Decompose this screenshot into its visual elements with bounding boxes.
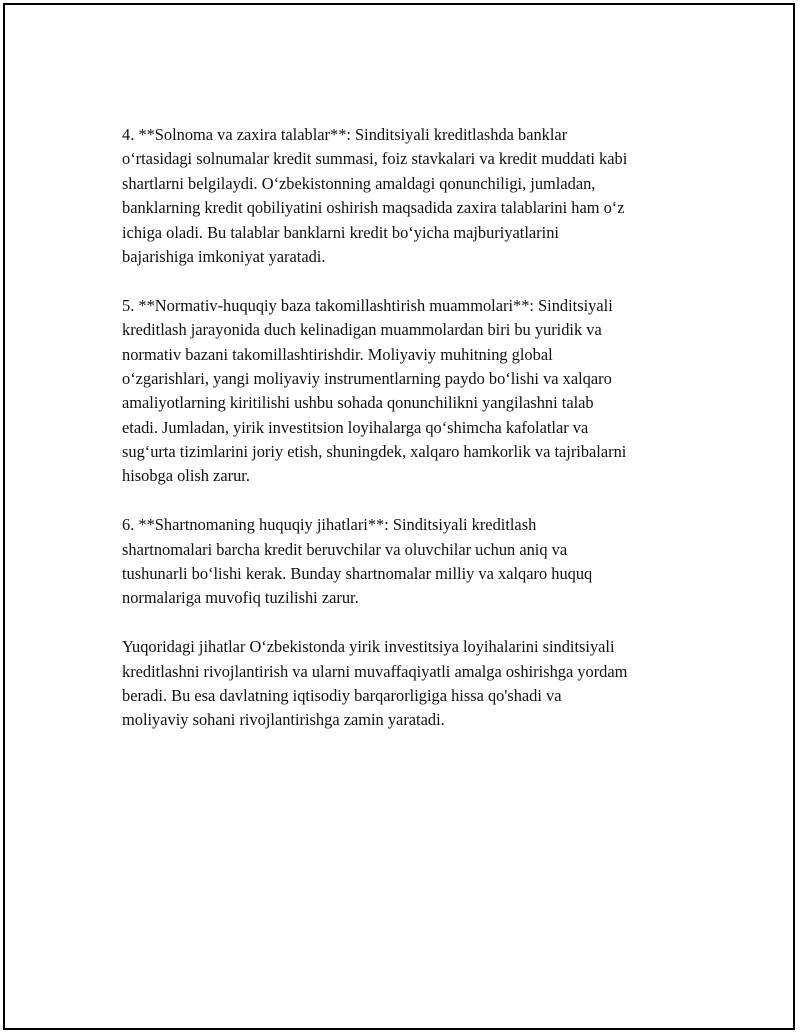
text-line: hisobga olish zarur. (122, 466, 250, 486)
document-page (3, 3, 795, 1030)
text-line: normativ bazani takomillashtirishdir. Moliyaviy muhitning global (122, 344, 553, 364)
text-line: tushunarli bo‘lishi kerak. Bunday shartnomalar milliy va xalqaro huquq (122, 564, 593, 584)
text-line: 4. **Solnoma va zaxira talablar**: Sinditsiyali kreditlashda banklar (122, 125, 568, 144)
text-line: shartnomalari barcha kredit beruvchilar va oluvchilar uchun aniq va (122, 539, 568, 559)
text-line: shartlarni belgilaydi. O‘zbekistonning amaldagi qonunchiligi, jumladan, (122, 173, 596, 193)
text-line: normalariga muvofiq tuzilishi zarur. (122, 588, 359, 608)
text-line: banklarning kredit qobiliyatini oshirish maqsadida zaxira talablarini ham o‘z (122, 198, 625, 218)
paragraph-normativ (122, 294, 702, 489)
text-line: o‘rtasidagi solnumalar kredit summasi, foiz stavkalari va kredit muddati kabi (122, 149, 628, 169)
text-line: etadi. Jumladan, yirik investitsion loyihalarga qo‘shimcha kafolatlar va (122, 417, 589, 437)
text-line: moliyaviy sohani rivojlantirishga zamin yaratadi. (122, 710, 445, 730)
text-line: bajarishiga imkoniyat yaratadi. (122, 246, 326, 266)
text-line: kreditlash jarayonida duch kelinadigan muammolardan biri bu yuridik va (122, 320, 602, 340)
text-line: beradi. Bu esa davlatning iqtisodiy barqarorligiga hissa qo'shadi va (122, 685, 562, 705)
text-line: 5. **Normativ-huquqiy baza takomillashtirish muammolari**: Sinditsiyali (122, 295, 613, 315)
document-body (122, 123, 702, 757)
text-line: sug‘urta tizimlarini joriy etish, shuningdek, xalqaro hamkorlik va tajribalarni (122, 442, 627, 462)
text-line: amaliyotlarning kiritilishi ushbu sohada qonunchilikni yangilashni talab (122, 393, 594, 413)
paragraph-shartnoma (122, 513, 702, 611)
text-line: o‘zgarishlari, yangi moliyaviy instrumentlarning paydo bo‘lishi va xalqaro (122, 368, 612, 388)
text-line: kreditlashni rivojlantirish va ularni muvaffaqiyatli amalga oshirishga yordam (122, 661, 628, 681)
text-line: ichiga oladi. Bu talablar banklarni kredit bo‘yicha majburiyatlarini (122, 222, 559, 242)
text-line: Yuqoridagi jihatlar O‘zbekistonda yirik investitsiya loyihalarini sinditsiyali (122, 637, 615, 657)
paragraph-conclusion (122, 635, 702, 733)
text-line: 6. **Shartnomaning huquqiy jihatlari**: Sinditsiyali kreditlash (122, 515, 537, 535)
paragraph-solnoma (122, 123, 702, 269)
